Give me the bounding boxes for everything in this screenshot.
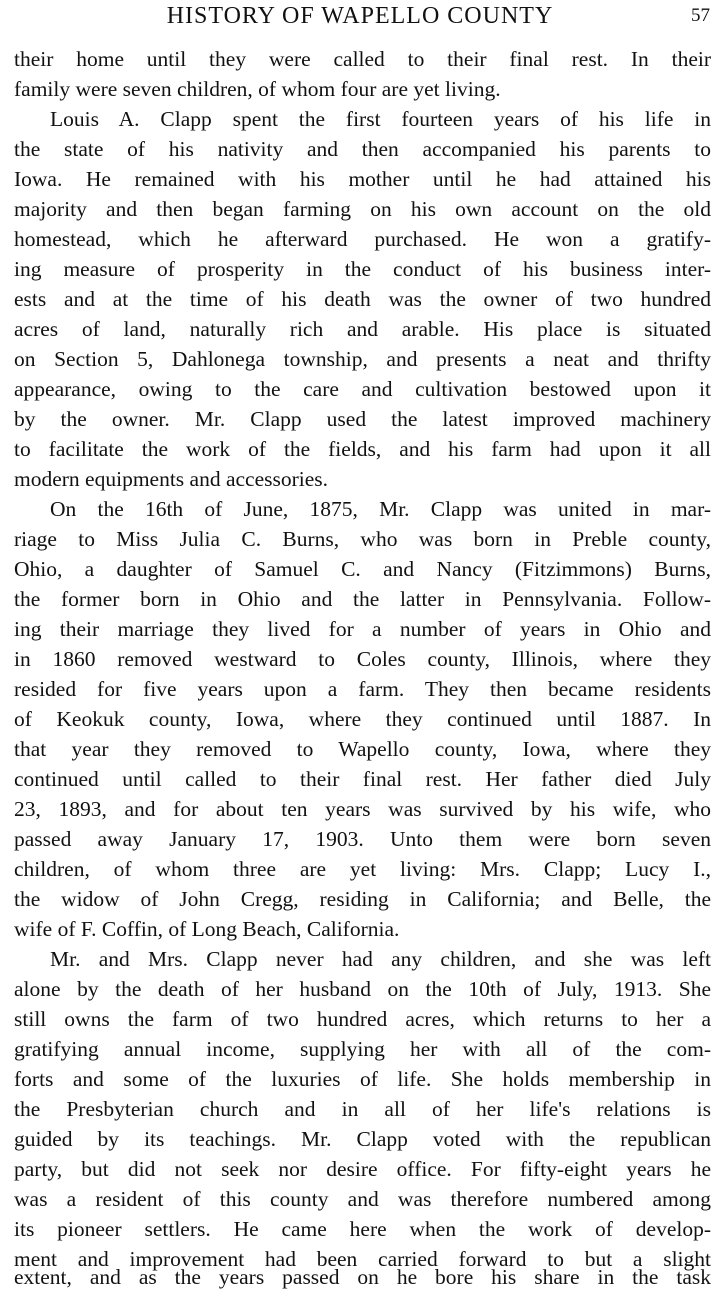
- text-line: the Presbyterian church and in all of her life's relations is: [14, 1097, 711, 1121]
- paragraph-first-line: Louis A. Clapp spent the first fourteen years of his life in: [50, 107, 711, 131]
- text-line: Iowa. He remained with his mother until he had attained his: [14, 167, 711, 191]
- text-line: majority and then began farming on his own account on the old: [14, 197, 711, 221]
- text-line: its pioneer settlers. He came here when the work of develop-: [14, 1217, 711, 1241]
- text-line: ing their marriage they lived for a number of years in Ohio and: [14, 617, 711, 641]
- page-number: 57: [691, 5, 710, 26]
- text-line: ing measure of prosperity in the conduct of his business inter-: [14, 257, 711, 281]
- text-line: by the owner. Mr. Clapp used the latest improved machinery: [14, 407, 711, 431]
- text-line: party, but did not seek nor desire office. For fifty-eight years he: [14, 1157, 711, 1181]
- running-head: [0, 0, 720, 34]
- text-line: family were seven children, of whom four are yet living.: [14, 77, 501, 101]
- text-line: continued until called to their final rest. Her father died July: [14, 767, 711, 791]
- text-line: the state of his nativity and then accompanied his parents to: [14, 137, 711, 161]
- text-line: of Keokuk county, Iowa, where they continued until 1887. In: [14, 707, 711, 731]
- text-line: riage to Miss Julia C. Burns, who was born in Preble county,: [14, 527, 711, 551]
- text-line: resided for five years upon a farm. They then became residents: [14, 677, 711, 701]
- text-line: appearance, owing to the care and cultivation bestowed upon it: [14, 377, 711, 401]
- text-line: on Section 5, Dahlonega township, and presents a neat and thrifty: [14, 347, 711, 371]
- text-line: the widow of John Cregg, residing in California; and Belle, the: [14, 887, 711, 911]
- text-line: 23, 1893, and for about ten years was survived by his wife, who: [14, 797, 711, 821]
- text-line: to facilitate the work of the fields, and his farm had upon it all: [14, 437, 711, 461]
- text-line: children, of whom three are yet living: Mrs. Clapp; Lucy I.,: [14, 857, 711, 881]
- text-line: ment and improvement had been carried forward to but a slight: [14, 1247, 711, 1271]
- text-line: in 1860 removed westward to Coles county, Illinois, where they: [14, 647, 711, 671]
- text-line: passed away January 17, 1903. Unto them were born seven: [14, 827, 711, 851]
- text-line: modern equipments and accessories.: [14, 467, 329, 491]
- text-line: their home until they were called to their final rest. In their: [14, 47, 711, 71]
- text-line: was a resident of this county and was therefore numbered among: [14, 1187, 711, 1211]
- text-line: homestead, which he afterward purchased. He won a gratify-: [14, 227, 711, 251]
- text-line: still owns the farm of two hundred acres, which returns to her a: [14, 1007, 711, 1031]
- text-line: forts and some of the luxuries of life. She holds membership in: [14, 1067, 711, 1091]
- page-header-title: HISTORY OF WAPELLO COUNTY: [166, 3, 554, 29]
- text-line: extent, and as the years passed on he bore his share in the task: [14, 1265, 711, 1289]
- text-line: ests and at the time of his death was the owner of two hundred: [14, 287, 711, 311]
- paragraph-first-line: Mr. and Mrs. Clapp never had any children, and she was left: [50, 947, 711, 971]
- text-line: Ohio, a daughter of Samuel C. and Nancy (Fitzimmons) Burns,: [14, 557, 711, 581]
- text-line: gratifying annual income, supplying her with all of the com-: [14, 1037, 711, 1061]
- text-line: acres of land, naturally rich and arable. His place is situated: [14, 317, 711, 341]
- text-line: wife of F. Coffin, of Long Beach, California.: [14, 917, 400, 941]
- text-line: alone by the death of her husband on the 10th of July, 1913. She: [14, 977, 711, 1001]
- text-line: the former born in Ohio and the latter in Pennsylvania. Follow-: [14, 587, 711, 611]
- text-line: that year they removed to Wapello county, Iowa, where they: [14, 737, 711, 761]
- paragraph-first-line: On the 16th of June, 1875, Mr. Clapp was united in mar-: [50, 497, 711, 521]
- text-line: guided by its teachings. Mr. Clapp voted with the republican: [14, 1127, 711, 1151]
